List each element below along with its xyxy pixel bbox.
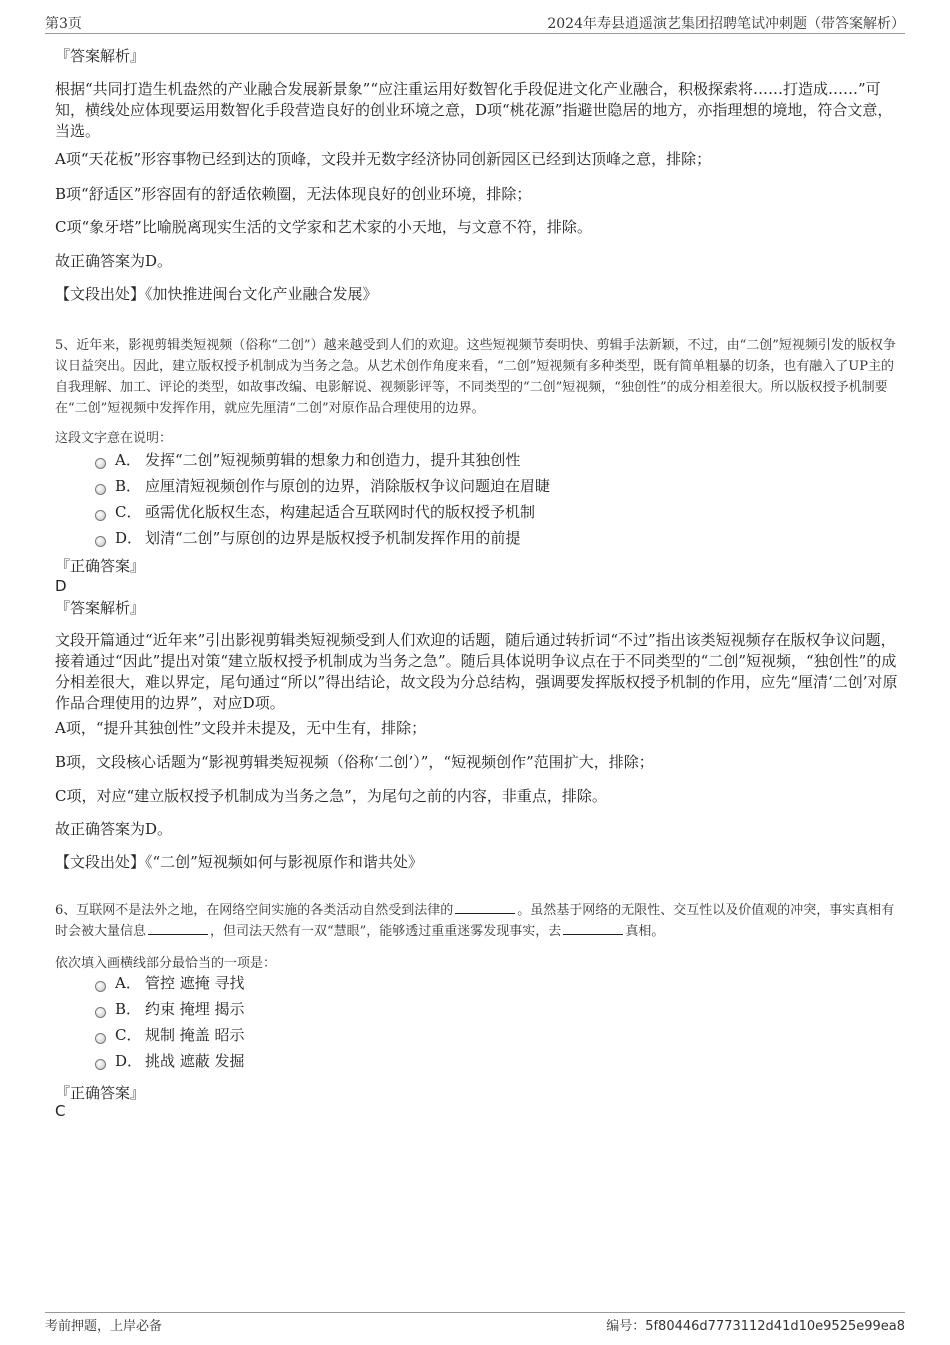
q5-analysis-para1: 文段开篇通过“近年来”引出影视剪辑类短视频受到人们欢迎的话题，随后通过转折词“不过”指出该类短视频存在版权争议问题，接着通过“因此”提出对策“建立版权授予机制成为当务之急”。随后具体说明争议点在于不同类型的“二创”短视频，“独创性”的成分相差很大，难以界定，尾句通过“所以”得出结论，故文段为分总结构，强调要发挥版权授予机制的作用，应先“厘清‘二创’对原作品合理使用的边界”，对应D项。 (55, 631, 898, 712)
q5-analysis-para3: B项，文段核心话题为“影视剪辑类短视频（俗称‘二创’）”，“短视频创作”范围扩大，排除； (55, 753, 654, 771)
q4-analysis-para3: B项“舒适区”形容固有的舒适依赖圈，无法体现良好的创业环境，排除； (55, 185, 532, 203)
q5-analysis-para2: A项，“提升其独创性”文段并未提及，无中生有，排除； (55, 719, 427, 737)
q5-stem: 5、近年来，影视剪辑类短视频（俗称“二创”）越来越受到人们的欢迎。这些短视频节奏明快、剪辑手法新颖，不过，由“二创”短视频引发的版权争议日益突出。因此，建立版权授予机制成为当务之急。从艺术创作角度来看，“二创”短视频有多种类型，既有简单粗暴的切条，也有融入了UP主的自我理解、加工、评论的类型，如故事改编、电影解说、视频影评等，不同类型的“二创”短视频，“独创性”的成分相差很大。所以版权授予机制要在“二创”短视频中发挥作用，就应先厘清“二创”对原作品合理使用的边界。 (55, 338, 896, 416)
q5-options: A． 发挥“二创”短视频剪辑的想象力和创造力，提升其独创性 B． 应厘清短视频创作与原创的边界，消除版权争议问题迫在眉睫 C． 亟需优化版权生态，构建起适合互联网时代的版权授予机制 D． 划清“二创”与原创的边界是版权授予机制发挥作用的前提 (55, 448, 900, 558)
radio-button[interactable] (95, 510, 106, 521)
q5-source: 【文段出处】《“二创”短视频如何与影视原作和谐共处》 (55, 853, 423, 871)
q4-source: 【文段出处】《加快推进闽台文化产业融合发展》 (55, 285, 378, 303)
fill-blank-3[interactable] (563, 922, 623, 935)
radio-button[interactable] (95, 484, 106, 495)
q5-answer-label: 『正确答案』 (55, 557, 146, 575)
q4-conclusion: 故正确答案为D。 (55, 252, 173, 270)
radio-button[interactable] (95, 1059, 106, 1070)
q5-answer: D (55, 577, 67, 595)
q5-analysis-para4: C项，对应“建立版权授予机制成为当务之急”，为尾句之前的内容，非重点，排除。 (55, 787, 607, 805)
fill-blank-2[interactable] (148, 922, 208, 935)
q6-prompt: 依次填入画横线部分最恰当的一项是： (55, 956, 277, 971)
radio-button[interactable] (95, 1007, 106, 1018)
q5-analysis-label: 『答案解析』 (55, 599, 146, 617)
q5-conclusion: 故正确答案为D。 (55, 820, 173, 838)
radio-button[interactable] (95, 458, 106, 469)
radio-button[interactable] (95, 981, 106, 992)
page-number: 第3页 (45, 16, 82, 32)
q6-answer: C (55, 1102, 66, 1120)
q5-prompt: 这段文字意在说明： (55, 431, 173, 446)
radio-button[interactable] (95, 536, 106, 547)
q6-stem: 6、互联网不是法外之地，在网络空间实施的各类活动自然受到法律的 。虽然基于网络的无限性、交互性以及价值观的冲突，事实真相有时会被大量信息 ，但司法天然有一双“慧眼”，能够透过重重迷雾发现事实，去 真相。 (55, 903, 895, 939)
q4-analysis-para1: 根据“共同打造生机盎然的产业融合发展新景象”“应注重运用好数智化手段促进文化产业融合，积极探索将……打造成……”可知，横线处应体现要运用数智化手段营造良好的创业环境之意，D项“桃花源”指避世隐居的地方，亦指理想的境地，符合文意，当选。 (55, 80, 893, 140)
q4-analysis-para4: C项“象牙塔”比喻脱离现实生活的文学家和艺术家的小天地，与文意不符，排除。 (55, 218, 592, 236)
page-header (45, 13, 905, 34)
fill-blank-1[interactable] (455, 901, 515, 914)
document-code: 编号：5f80446d7773112d41d10e9525e99ea8 (606, 1319, 905, 1334)
document-title: 2024年寿县逍遥演艺集团招聘笔试冲刺题（带答案解析） (547, 16, 905, 32)
footer-slogan: 考前押题，上岸必备 (45, 1319, 163, 1334)
q4-analysis-para2: A项“天花板”形容事物已经到达的顶峰，文段并无数字经济协同创新园区已经到达顶峰之意，排除； (55, 150, 712, 168)
radio-button[interactable] (95, 1033, 106, 1044)
page-footer (45, 1312, 905, 1333)
q6-options: A． 管控 遮掩 寻找 B． 约束 掩埋 揭示 C． 规制 掩盖 昭示 D． 挑战 遮蔽 发掘 (55, 971, 900, 1081)
q4-analysis-label: 『答案解析』 (55, 47, 146, 65)
q6-answer-label: 『正确答案』 (55, 1084, 146, 1102)
